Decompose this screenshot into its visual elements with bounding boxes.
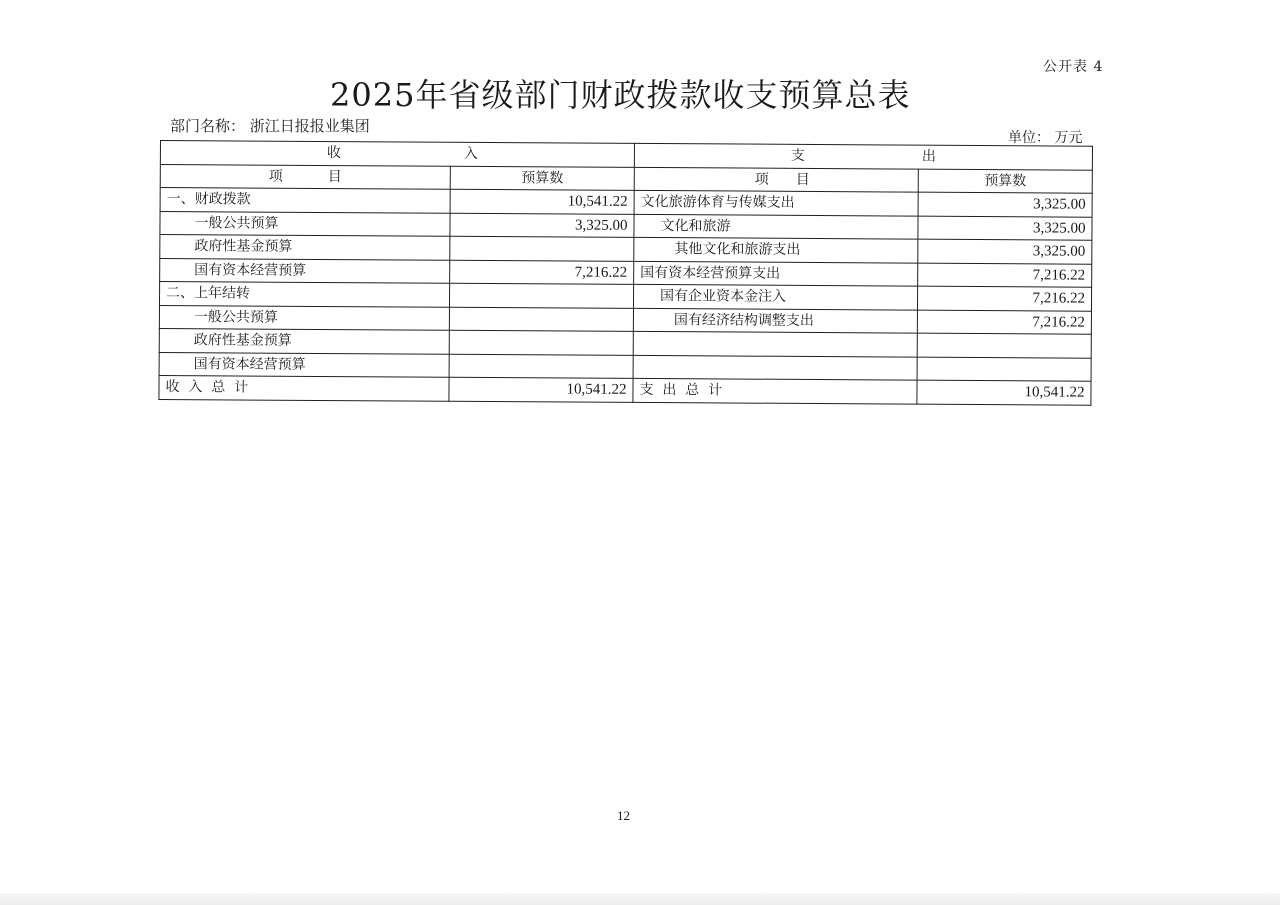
income-value	[450, 236, 634, 261]
expense-value	[917, 357, 1091, 382]
expense-item	[633, 355, 917, 380]
expense-item: 国有经济结构调整支出	[633, 308, 917, 333]
expense-total-label	[633, 378, 917, 403]
income-item: 国有资本经营预算	[160, 258, 450, 283]
table-total-row	[159, 375, 1091, 404]
expense-item: 国有企业资本金注入	[633, 284, 917, 309]
expense-value: 7,216.22	[917, 286, 1091, 311]
income-total-value: 10,541.22	[449, 377, 633, 402]
expense-item-header	[634, 167, 918, 192]
income-item-header-right: 目	[327, 168, 342, 185]
department-name: 部门名称： 浙江日报报业集团	[170, 117, 370, 135]
income-header-right: 入	[463, 146, 478, 163]
expense-budget-header: 预算数	[918, 169, 1092, 194]
scan-edge	[0, 893, 1280, 905]
expense-item: 国有资本经营预算支出	[634, 261, 918, 286]
expense-header-left: 支	[790, 148, 805, 165]
income-item: 一般公共预算	[160, 211, 450, 236]
expense-value: 3,325.00	[918, 216, 1092, 241]
expense-item: 文化旅游体育与传媒支出	[634, 190, 918, 215]
expense-item	[633, 331, 917, 356]
expense-header	[634, 143, 1092, 169]
expense-value: 7,216.22	[917, 310, 1091, 335]
income-item: 政府性基金预算	[159, 328, 449, 353]
page-title: 2025年省级部门财政拨款收支预算总表	[330, 76, 911, 114]
expense-item-header-left: 项	[754, 171, 769, 188]
expense-value: 3,325.00	[918, 239, 1092, 264]
budget-table	[158, 140, 1093, 405]
income-item: 一般公共预算	[159, 305, 449, 330]
expense-header-right: 出	[921, 148, 936, 165]
expense-item: 其他文化和旅游支出	[634, 237, 918, 262]
income-value: 10,541.22	[450, 189, 634, 214]
income-item: 政府性基金预算	[160, 235, 450, 260]
income-item: 国有资本经营预算	[159, 352, 449, 377]
income-header	[160, 141, 634, 167]
income-value	[449, 307, 633, 332]
expense-value	[917, 333, 1091, 358]
income-total-text: 收 入 总 计	[165, 379, 249, 396]
income-value: 7,216.22	[450, 260, 634, 285]
unit-label: 单位： 万元	[1008, 130, 1083, 146]
expense-value: 3,325.00	[918, 192, 1092, 217]
page-number: 12	[617, 808, 630, 823]
form-number: 公开表 4	[1043, 59, 1104, 75]
income-value	[449, 354, 633, 379]
income-total-label	[159, 375, 449, 400]
expense-item: 文化和旅游	[634, 214, 918, 239]
expense-value: 7,216.22	[918, 263, 1092, 288]
income-item: 二、上年结转	[159, 282, 449, 307]
income-item-header-left: 项	[268, 168, 283, 185]
income-value	[449, 330, 633, 355]
income-item-header	[160, 164, 450, 189]
income-header-left: 收	[326, 145, 341, 162]
income-budget-header: 预算数	[450, 166, 634, 191]
expense-item-header-right: 目	[795, 171, 810, 188]
expense-total-text: 支 出 总 计	[639, 382, 723, 399]
income-value: 3,325.00	[450, 213, 634, 238]
expense-total-value: 10,541.22	[917, 380, 1091, 405]
income-value	[449, 283, 633, 308]
income-item: 一、财政拨款	[160, 188, 450, 213]
